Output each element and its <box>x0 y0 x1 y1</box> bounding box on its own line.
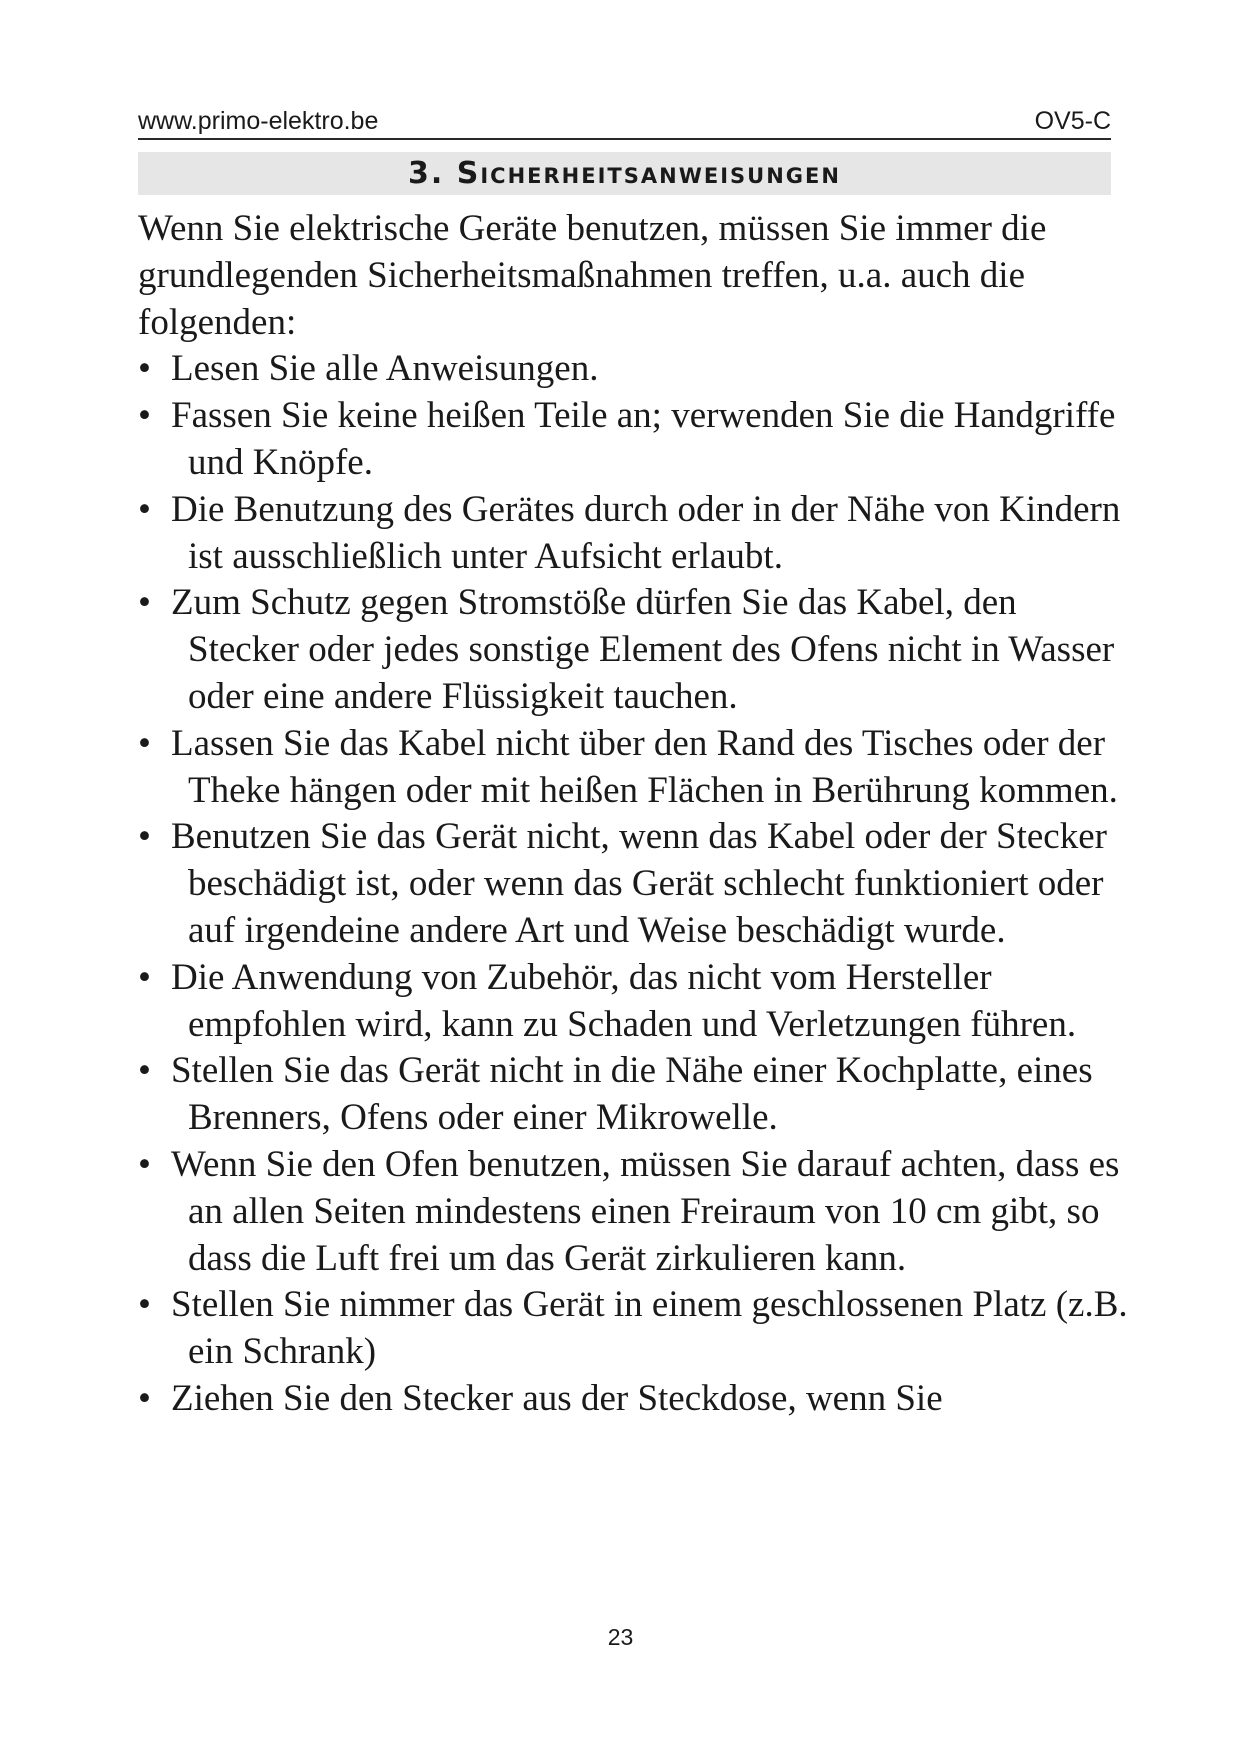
list-item: • Lassen Sie das Kabel nicht über den Rand des Tisches oder der Theke hängen oder mit heißen Flächen in Berührung kommen. <box>138 721 1128 815</box>
list-item: • Lesen Sie alle Anweisungen. <box>138 346 1128 393</box>
list-item: • Zum Schutz gegen Stromstöße dürfen Sie das Kabel, den Stecker oder jedes sonstige Element des Ofens nicht in Wasser oder eine andere Flüssigkeit tauchen. <box>138 580 1128 720</box>
list-item: • Fassen Sie keine heißen Teile an; verwenden Sie die Handgriffe und Knöpfe. <box>138 393 1128 487</box>
list-item: • Ziehen Sie den Stecker aus der Steckdose, wenn Sie <box>138 1376 1128 1423</box>
header-model: OV5-C <box>1034 107 1111 135</box>
page-header <box>138 104 1111 140</box>
list-item: • Stellen Sie nimmer das Gerät in einem geschlossenen Platz (z.B. ein Schrank) <box>138 1282 1128 1376</box>
page-body <box>138 206 1128 1423</box>
safety-list <box>138 346 1128 1422</box>
list-item: • Die Anwendung von Zubehör, das nicht vom Hersteller empfohlen wird, kann zu Schaden und Verletzungen führen. <box>138 955 1128 1049</box>
header-website: www.primo-elektro.be <box>138 107 379 135</box>
list-item: • Die Benutzung des Gerätes durch oder in der Nähe von Kindern ist ausschließlich unter Aufsicht erlaubt. <box>138 487 1128 581</box>
list-item: • Wenn Sie den Ofen benutzen, müssen Sie darauf achten, dass es an allen Seiten mindestens einen Freiraum von 10 cm gibt, so dass die Luft frei um das Gerät zirkulieren kann. <box>138 1142 1128 1282</box>
list-item: • Stellen Sie das Gerät nicht in die Nähe einer Kochplatte, eines Brenners, Ofens oder einer Mikrowelle. <box>138 1048 1128 1142</box>
section-title: 3. Sicherheitsanweisungen <box>138 152 1111 195</box>
intro-paragraph: Wenn Sie elektrische Geräte benutzen, müssen Sie immer die grundlegenden Sicherheitsmaßnahmen treffen, u.a. auch die folgenden: <box>138 208 1047 343</box>
list-item: • Benutzen Sie das Gerät nicht, wenn das Kabel oder der Stecker beschädigt ist, oder wenn das Gerät schlecht funktioniert oder auf irgendeine andere Art und Weise beschädigt wurde. <box>138 814 1128 954</box>
page-number: 23 <box>607 1624 634 1650</box>
